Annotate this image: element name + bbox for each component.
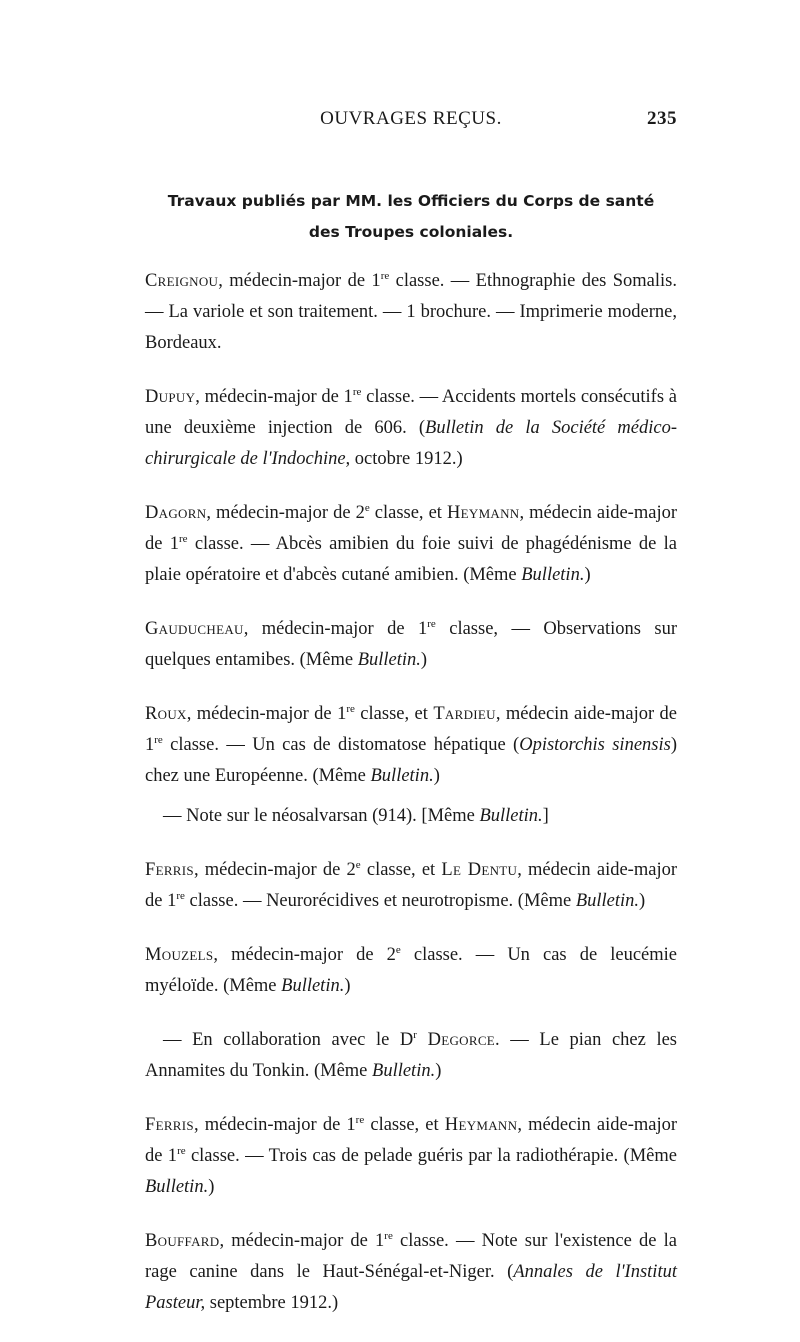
author-name: Creignou bbox=[145, 271, 219, 291]
entry-dupuy bbox=[145, 382, 677, 475]
entry-text: classe. — Ethnographie des Somalis. — La variole et son traitement. — 1 brochure. — Imprimerie moderne, Bordeaux. bbox=[145, 271, 677, 353]
superscript: re bbox=[346, 702, 355, 715]
journal-title: Bulletin. bbox=[281, 976, 345, 996]
entry-text: , médecin-major de 1 bbox=[243, 619, 428, 639]
entry-text: classe, — Observations sur quelques entamibes. (Même bbox=[145, 619, 678, 670]
author-name: Ferris bbox=[145, 1115, 194, 1135]
entry-gauducheau bbox=[145, 614, 677, 676]
author-name: Bouffard bbox=[145, 1231, 220, 1251]
entry-text: , médecin-major de 2 bbox=[213, 945, 396, 965]
entry-ferris-1 bbox=[145, 855, 677, 917]
entry-text: classe. — Note sur l'existence de la rage canine dans le Haut-Sénégal-et-Niger. ( bbox=[145, 1231, 678, 1282]
page-number: 235 bbox=[647, 108, 677, 129]
entry-text: classe. — Un cas de leucémie myéloïde. (Même bbox=[145, 945, 677, 996]
entry-text: , médecin-major de 2 bbox=[206, 503, 365, 523]
running-title: OUVRAGES REÇUS. bbox=[320, 108, 502, 129]
entry-roux-note bbox=[145, 801, 677, 832]
superscript: re bbox=[352, 385, 362, 398]
entry-text: , médecin aide-major de 1 bbox=[145, 860, 677, 911]
journal-title: Bulletin. bbox=[372, 1061, 436, 1081]
page bbox=[145, 108, 677, 1342]
author-name: Tardieu bbox=[433, 704, 496, 724]
entry-text: septembre 1912.) bbox=[205, 1293, 339, 1313]
author-name: Mouzels bbox=[145, 945, 214, 965]
entry-text: , médecin-major de 1 bbox=[193, 1115, 356, 1135]
section-heading bbox=[145, 186, 677, 248]
superscript: re bbox=[427, 617, 436, 630]
entry-text: ] bbox=[542, 806, 549, 826]
entry-text: — Note sur le néosalvarsan (914). [Même bbox=[163, 806, 480, 826]
running-head bbox=[145, 108, 677, 140]
entry-text: , médecin aide-major de 1 bbox=[145, 503, 677, 554]
author-name: Heymann bbox=[444, 1115, 518, 1135]
superscript: e bbox=[355, 858, 361, 871]
journal-title: Bulletin. bbox=[145, 1177, 209, 1197]
journal-title: Bulletin. bbox=[370, 766, 434, 786]
entry-text: ) bbox=[208, 1177, 215, 1197]
entry-text: — En collaboration avec le D bbox=[163, 1030, 414, 1050]
journal-title: Bulletin. bbox=[575, 891, 640, 911]
entry-list bbox=[145, 266, 677, 1319]
entry-text: , médecin-major de 1 bbox=[195, 387, 353, 407]
species-name: Opistorchis sinensis bbox=[519, 735, 671, 755]
entry-text: ) bbox=[639, 891, 646, 911]
author-name: Le Dentu bbox=[441, 860, 518, 880]
entry-text bbox=[417, 1030, 428, 1050]
superscript: re bbox=[384, 1229, 393, 1242]
entry-mouzels-collab bbox=[145, 1025, 677, 1087]
author-name: Gauducheau bbox=[145, 619, 244, 639]
superscript: re bbox=[154, 733, 163, 746]
entry-text: ) bbox=[435, 1061, 442, 1081]
superscript: re bbox=[177, 1144, 186, 1157]
entry-text: , médecin aide-major de 1 bbox=[145, 704, 678, 755]
superscript: re bbox=[355, 1113, 365, 1126]
journal-title: Bulletin. bbox=[357, 650, 421, 670]
journal-title: Bulletin. bbox=[521, 565, 585, 585]
journal-title: Annales de l'Institut Pasteur, bbox=[145, 1262, 677, 1313]
author-name: Dagorn bbox=[145, 503, 207, 523]
superscript: re bbox=[179, 532, 188, 545]
entry-text: ) chez une Européenne. (Même bbox=[145, 735, 677, 786]
entry-text: , médecin aide-major de 1 bbox=[145, 1115, 678, 1166]
journal-title: Bulletin de la Société médico-chirurgicale de l'Indochine, bbox=[145, 418, 677, 469]
entry-text: ) bbox=[584, 565, 591, 585]
entry-text: classe, et bbox=[364, 1115, 445, 1135]
author-name: Dupuy bbox=[145, 387, 196, 407]
entry-text: , médecin-major de 1 bbox=[219, 1231, 385, 1251]
entry-text: , médecin-major de 2 bbox=[193, 860, 356, 880]
author-name: Roux bbox=[145, 704, 187, 724]
entry-text: , médecin-major de 1 bbox=[186, 704, 347, 724]
entry-text: classe, et bbox=[360, 860, 442, 880]
entry-text: classe. — Un cas de distomatose hépatique ( bbox=[162, 735, 520, 755]
entry-text: ) bbox=[420, 650, 428, 670]
entry-text: ) bbox=[344, 976, 351, 996]
entry-roux bbox=[145, 699, 677, 792]
entry-mouzels bbox=[145, 940, 677, 1002]
author-name: Ferris bbox=[145, 860, 194, 880]
entry-ferris-2 bbox=[145, 1110, 677, 1203]
superscript: r bbox=[413, 1028, 417, 1041]
author-name: Heymann bbox=[446, 503, 520, 523]
entry-text: classe. — Neurorécidives et neurotropisme. (Même bbox=[184, 891, 576, 911]
superscript: re bbox=[380, 269, 390, 282]
entry-text: classe. — Accidents mortels consécutifs à une deuxième injection de 606. ( bbox=[145, 387, 677, 438]
entry-text: ) bbox=[433, 766, 440, 786]
entry-text: classe. — Trois cas de pelade guéris par la radiothérapie. (Même bbox=[185, 1146, 677, 1166]
entry-bouffard bbox=[145, 1226, 677, 1319]
entry-text: classe. — Abcès amibien du foie suivi de phagédénisme de la plaie opératoire et d'abcès cutané amibien. (Même bbox=[145, 534, 677, 585]
superscript: e bbox=[395, 943, 401, 956]
entry-text: classe, et bbox=[354, 704, 434, 724]
entry-text: , médecin-major de 1 bbox=[218, 271, 381, 291]
journal-title: Bulletin. bbox=[479, 806, 543, 826]
superscript: re bbox=[176, 889, 185, 902]
section-heading-line-2: des Troupes coloniales. bbox=[308, 223, 514, 241]
entry-text: octobre 1912.) bbox=[350, 449, 463, 469]
entry-text: classe, et bbox=[369, 503, 447, 523]
entry-text: . — Le pian chez les Annamites du Tonkin. (Même bbox=[145, 1030, 678, 1081]
section-heading-line-1: Travaux publiés par MM. les Officiers du Corps de santé bbox=[167, 192, 655, 210]
author-name: Degorce bbox=[427, 1030, 496, 1050]
superscript: e bbox=[364, 501, 370, 514]
entry-dagorn bbox=[145, 498, 677, 591]
entry-creignou bbox=[145, 266, 677, 359]
